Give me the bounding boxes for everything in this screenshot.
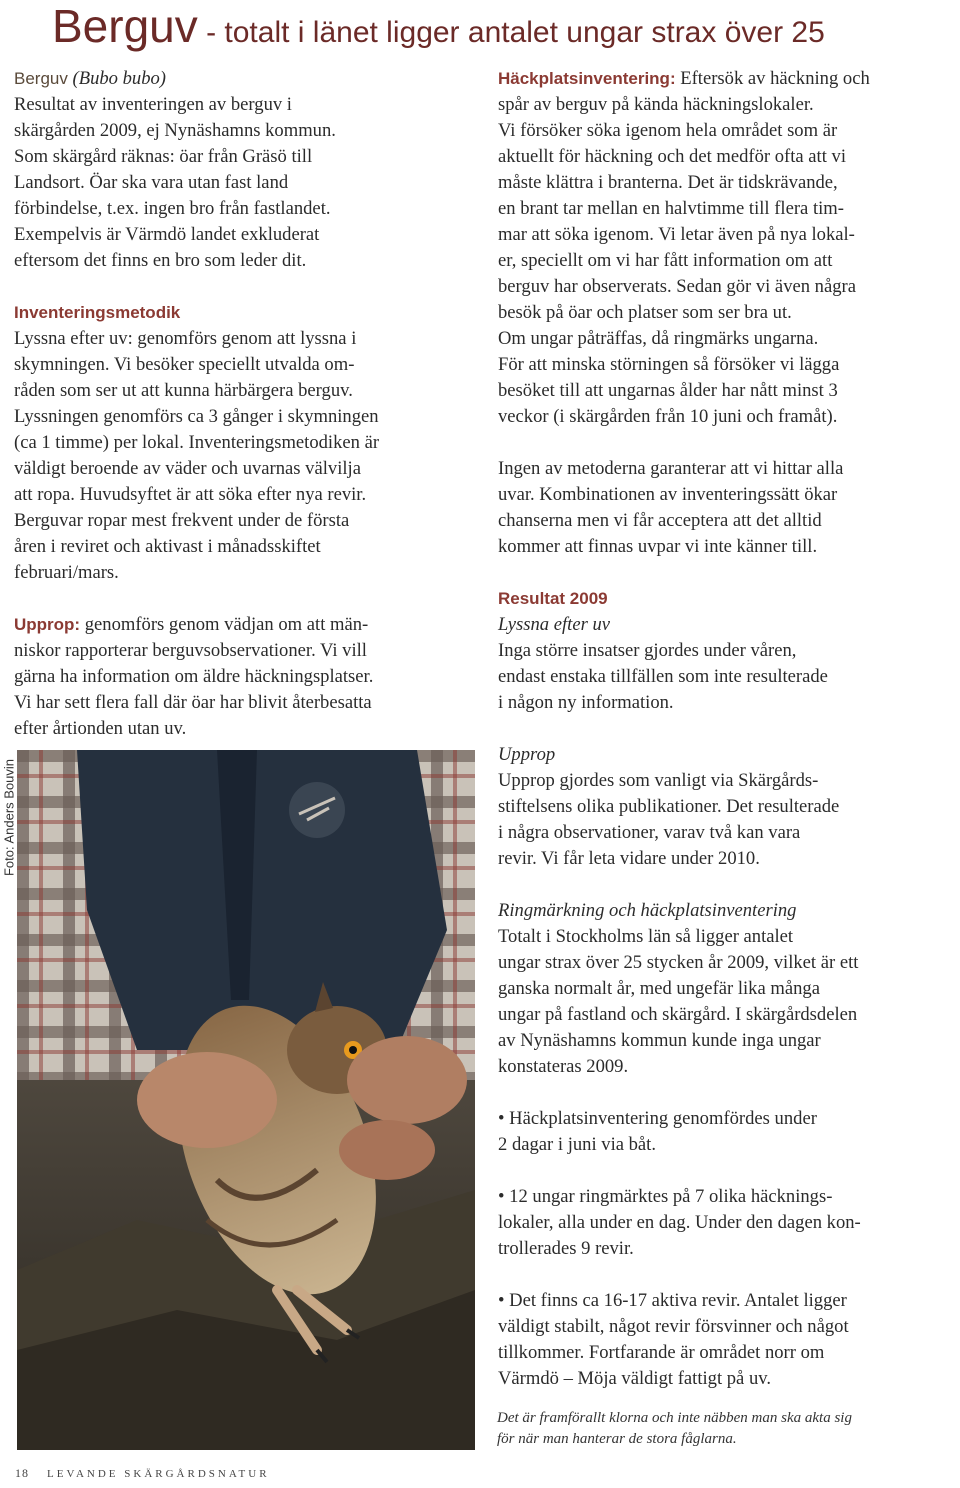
method-heading: Inventeringsmetodik: [14, 303, 181, 322]
page-number: 18: [15, 1466, 29, 1480]
method-line: Lyssningen genomförs ca 3 gånger i skymningen: [14, 406, 379, 427]
hackplats-first: Eftersök av häckning och: [675, 68, 870, 89]
hackplats-line: veckor (i skärgården från 10 juni och framåt).: [498, 406, 838, 427]
upprop-line: gärna ha information om äldre häckningsplatser.: [14, 666, 374, 687]
method-line: åren i reviret och aktivast i månadsskiftet: [14, 536, 321, 557]
hackplats-line: måste klättra i branterna. Det är tidskrävande,: [498, 172, 838, 193]
lyssna-line: i någon ny information.: [498, 692, 674, 713]
upprop-result-line: stiftelsens olika publikationer. Det resulterade: [498, 796, 840, 817]
hackplats-line: spår av berguv på kända häckningslokaler.: [498, 94, 814, 115]
photo-credit: [0, 752, 16, 886]
page-footer: [15, 1466, 270, 1481]
caption-line: för när man hanterar de stora fåglarna.: [497, 1431, 737, 1447]
upprop-label: Upprop:: [14, 615, 81, 634]
intro-species-line: [14, 66, 484, 92]
ring-line: konstateras 2009.: [498, 1056, 629, 1077]
caption-line: Det är framförallt klorna och inte näbben man ska akta sig: [497, 1410, 852, 1426]
method-line: råden som ser ut att kunna härbärgera berguv.: [14, 380, 353, 401]
bullet-line: • Häckplatsinventering genomfördes under: [498, 1108, 817, 1129]
hackplats-line: en brant tar mellan en halvtimme till flera tim-: [498, 198, 844, 219]
lyssna-line: endast enstaka tillfällen som inte resulterade: [498, 666, 828, 687]
ring-line: ganska normalt år, med ungefär lika många: [498, 978, 820, 999]
hackplats-line: mar att söka igenom. Vi letar även på nya lokal-: [498, 224, 855, 245]
intro-line: Som skärgård räknas: öar från Gräsö till: [14, 146, 313, 167]
bullet-line: trollerades 9 revir.: [498, 1238, 634, 1259]
metod-line: Ingen av metoderna garanterar att vi hittar alla: [498, 458, 844, 479]
metod-line: uvar. Kombinationen av inventeringssätt ökar: [498, 484, 838, 505]
method-line: väldigt beroende av väder och uvarnas välvilja: [14, 458, 361, 479]
bullet-line: tillkommer. Fortfarande är området norr om: [498, 1342, 825, 1363]
intro-line: Resultat av inventeringen av berguv i: [14, 94, 292, 115]
ring-line: ungar på fastland och skärgård. I skärgårdsdelen: [498, 1004, 858, 1025]
ring-line: Totalt i Stockholms län så ligger antalet: [498, 926, 794, 947]
hackplats-line: För att minska störningen så försöker vi lägga: [498, 354, 840, 375]
right-column: [498, 66, 960, 1392]
ring-heading: Ringmärkning och häckplatsinventering: [498, 900, 797, 921]
bullet-line: 2 dagar i juni via båt.: [498, 1134, 657, 1155]
lyssna-line: Inga större insatser gjordes under våren,: [498, 640, 797, 661]
hackplats-line: er, speciellt om vi har fått information om att: [498, 250, 833, 271]
method-line: att ropa. Huvudsyftet är att söka efter nya revir.: [14, 484, 367, 505]
hackplats-label: Häckplatsinventering:: [498, 69, 676, 88]
method-line: (ca 1 timme) per lokal. Inventeringsmetodiken är: [14, 432, 380, 453]
upprop-result-line: i några observationer, varav två kan vara: [498, 822, 801, 843]
lyssna-heading: Lyssna efter uv: [498, 614, 611, 635]
photo-caption: [497, 1408, 947, 1450]
upprop-line: niskor rapporterar berguvsobservationer. Vi vill: [14, 640, 367, 661]
hackplats-line: berguv har observerats. Sedan gör vi även några: [498, 276, 856, 297]
metod-line: kommer att finnas uvpar vi inte känner till.: [498, 536, 818, 557]
left-column: [14, 66, 484, 742]
hackplats-line: besök på öar och platser som ser bra ut.: [498, 302, 792, 323]
bullet-line: väldigt stabilt, något revir försvinner och något: [498, 1316, 849, 1337]
upprop-result-line: Upprop gjordes som vanligt via Skärgårds-: [498, 770, 819, 791]
result-heading: Resultat 2009: [498, 589, 608, 608]
upprop-line: [14, 612, 484, 638]
upprop-result-line: revir. Vi får leta vidare under 2010.: [498, 848, 760, 869]
magazine-name: LEVANDE SKÄRGÅRDSNATUR: [47, 1468, 270, 1480]
upprop-heading: Upprop: [498, 744, 556, 765]
intro-line: Exempelvis är Värmdö landet exkluderat: [14, 224, 320, 245]
metod-line: chanserna men vi får acceptera att det alltid: [498, 510, 822, 531]
method-line: februari/mars.: [14, 562, 119, 583]
hackplats-line: Om ungar påträffas, då ringmärks ungarna.: [498, 328, 819, 349]
upprop-line: efter årtionden utan uv.: [14, 718, 187, 739]
intro-line: förbindelse, t.ex. ingen bro från fastlandet.: [14, 198, 331, 219]
intro-line: skärgården 2009, ej Nynäshamns kommun.: [14, 120, 336, 141]
method-line: skymningen. Vi besöker speciellt utvalda om-: [14, 354, 355, 375]
title-main: Berguv: [52, 0, 198, 52]
hackplats-line: [498, 66, 960, 92]
title-subtitle: - totalt i länet ligger antalet ungar strax över 25: [197, 16, 825, 49]
bullet-line: Värmdö – Möja väldigt fattigt på uv.: [498, 1368, 771, 1389]
method-line: Lyssna efter uv: genomförs genom att lyssna i: [14, 328, 357, 349]
owl-photo: [17, 750, 475, 1450]
owl-photo-illustration: [17, 750, 475, 1450]
intro-line: Landsort. Öar ska vara utan fast land: [14, 172, 289, 193]
species-latin: (Bubo bubo): [72, 68, 166, 89]
bullet-line: • Det finns ca 16-17 aktiva revir. Antalet ligger: [498, 1290, 847, 1311]
upprop-first: genomförs genom vädjan om att män-: [80, 614, 369, 635]
bullet-line: • 12 ungar ringmärktes på 7 olika häcknings-: [498, 1186, 833, 1207]
hackplats-line: aktuellt för häckning och det medför ofta att vi: [498, 146, 846, 167]
ring-line: av Nynäshamns kommun kunde inga ungar: [498, 1030, 821, 1051]
ring-line: ungar strax över 25 stycken år 2009, vilket är ett: [498, 952, 859, 973]
photo-credit-text: Foto: Anders Bouvin: [1, 758, 17, 877]
page-title: [52, 0, 952, 52]
upprop-line: Vi har sett flera fall där öar har blivit återbesatta: [14, 692, 372, 713]
bullet-line: lokaler, alla under en dag. Under den dagen kon-: [498, 1212, 861, 1233]
method-line: Berguvar ropar mest frekvent under de första: [14, 510, 350, 531]
hackplats-line: Vi försöker söka igenom hela området som är: [498, 120, 838, 141]
species-name: Berguv: [14, 69, 68, 88]
hackplats-line: besöket till att ungarnas ålder har nått minst 3: [498, 380, 838, 401]
intro-line: eftersom det finns en bro som leder dit.: [14, 250, 307, 271]
